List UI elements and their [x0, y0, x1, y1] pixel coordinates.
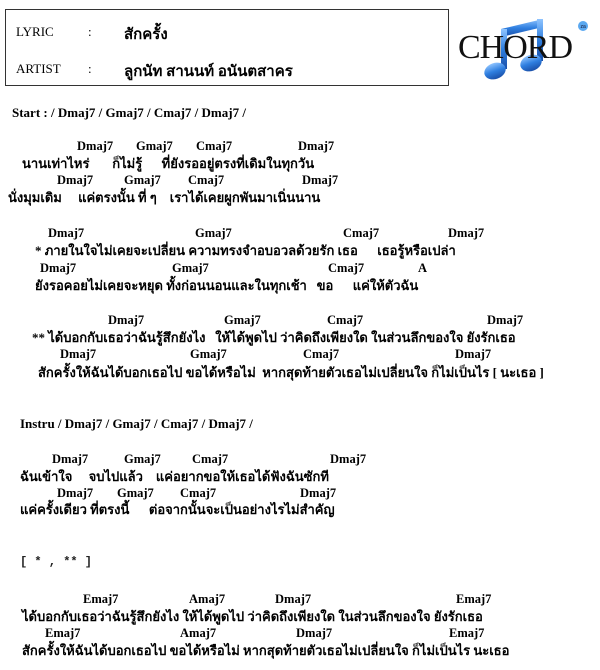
- lyric-line: นานเท่าไหร่ ก็ไม่รู้ ที่ยังรออยู่ตรงที่เดิมในทุกวัน: [22, 156, 315, 171]
- chord-label: Cmaj7: [343, 226, 380, 240]
- lyric-line: ได้บอกกับเธอว่าฉันรู้สึกยังไง ให้ได้พูดไป ว่าคิดถึงเพียงใด ในส่วนลึกของใจ ยังรักเธอ: [22, 609, 483, 624]
- chord-label: Dmaj7: [57, 486, 94, 500]
- chord-label: Cmaj7: [188, 173, 225, 187]
- chord-label: Amaj7: [189, 592, 226, 606]
- chord-label: Dmaj7: [487, 313, 524, 327]
- chord-label: Dmaj7: [60, 347, 97, 361]
- lyric-label: LYRIC: [16, 24, 54, 39]
- chord-label: Gmaj7: [124, 173, 161, 187]
- lyric-line: นั่งมุมเดิม แค่ตรงนั้น ที่ ๆ เราได้เคยผูกพันมาเนิ่นนาน: [8, 190, 321, 205]
- chord-label: Gmaj7: [136, 139, 173, 153]
- chord-label: Cmaj7: [192, 452, 229, 466]
- chord-label: Gmaj7: [195, 226, 232, 240]
- chord-label: Dmaj7: [57, 173, 94, 187]
- chord-label: Gmaj7: [124, 452, 161, 466]
- chord-label: Gmaj7: [224, 313, 261, 327]
- chord-label: Cmaj7: [180, 486, 217, 500]
- lyric-line: ยังรอคอยไม่เคยจะหยุด ทั้งก่อนนอนและในทุกเช้า ขอ แค่ให้ตัวฉัน: [35, 278, 419, 293]
- chord-label: Cmaj7: [328, 261, 365, 275]
- chord-label: Dmaj7: [330, 452, 367, 466]
- chord-label: Dmaj7: [448, 226, 485, 240]
- lyric-line: * ภายในใจไม่เคยจะเปลี่ยน ความทรงจำอบอวลด้วยรัก เธอ เธอรู้หรือเปล่า: [35, 243, 456, 258]
- artist-name: ลูกนัท สานนท์ อนันตสาคร: [124, 64, 293, 80]
- chord-label: Dmaj7: [455, 347, 492, 361]
- instrumental-chords: Instru / Dmaj7 / Gmaj7 / Cmaj7 / Dmaj7 /: [20, 416, 253, 431]
- chord-label: Dmaj7: [48, 226, 85, 240]
- chord-label: Dmaj7: [296, 626, 333, 640]
- chord-label: Dmaj7: [77, 139, 114, 153]
- chord-label: A: [418, 261, 428, 275]
- repeat-marker: [ * , ** ]: [20, 555, 93, 569]
- chord-label: Dmaj7: [302, 173, 339, 187]
- chord-label: Cmaj7: [303, 347, 340, 361]
- lyric-line: ** ได้บอกกับเธอว่าฉันรู้สึกยังไง ให้ได้พูดไป ว่าคิดถึงเพียงใด ในส่วนลึกของใจ ยังรักเธอ: [32, 330, 516, 345]
- artist-colon: :: [88, 61, 92, 76]
- chord-label: Amaj7: [180, 626, 217, 640]
- lyric-colon: :: [88, 24, 92, 39]
- chord-logo: [455, 15, 595, 85]
- lyric-line: สักครั้งให้ฉันได้บอกเธอไป ขอได้หรือไม่ หากสุดท้ายตัวเธอไม่เปลี่ยนใจ ก็ไม่เป็นไร นะเธอ: [22, 643, 510, 658]
- chord-label: Dmaj7: [300, 486, 337, 500]
- chord-label: Dmaj7: [108, 313, 145, 327]
- song-info-box: [5, 9, 449, 86]
- chord-label: Cmaj7: [196, 139, 233, 153]
- artist-label: ARTIST: [16, 61, 61, 76]
- logo-text: CHORD: [458, 29, 573, 66]
- logo-badge: za: [580, 24, 586, 30]
- lyric-row: [6, 24, 448, 44]
- chord-label: Dmaj7: [275, 592, 312, 606]
- intro-chords: Start : / Dmaj7 / Gmaj7 / Cmaj7 / Dmaj7 /: [12, 105, 246, 120]
- chord-label: Dmaj7: [52, 452, 89, 466]
- chord-label: Emaj7: [83, 592, 119, 606]
- song-title: สักครั้ง: [124, 27, 168, 43]
- chord-label: Cmaj7: [327, 313, 364, 327]
- lyric-line: สักครั้งให้ฉันได้บอกเธอไป ขอได้หรือไม่ หากสุดท้ายตัวเธอไม่เปลี่ยนใจ ก็ไม่เป็นไร [ นะเธอ ]: [38, 365, 544, 380]
- lyric-line: ฉันเข้าใจ จบไปแล้ว แค่อยากขอให้เธอได้ฟังฉันซักที: [20, 469, 329, 484]
- chord-label: Gmaj7: [172, 261, 209, 275]
- chord-label: Gmaj7: [117, 486, 154, 500]
- chord-label: Dmaj7: [40, 261, 77, 275]
- artist-row: [6, 61, 448, 81]
- chord-label: Emaj7: [45, 626, 81, 640]
- chord-label: Gmaj7: [190, 347, 227, 361]
- chord-label: Emaj7: [449, 626, 485, 640]
- chord-label: Emaj7: [456, 592, 492, 606]
- lyric-line: แค่ครั้งเดียว ที่ตรงนี้ ต่อจากนั้นจะเป็นอย่างไรไม่สำคัญ: [20, 502, 335, 517]
- chord-label: Dmaj7: [298, 139, 335, 153]
